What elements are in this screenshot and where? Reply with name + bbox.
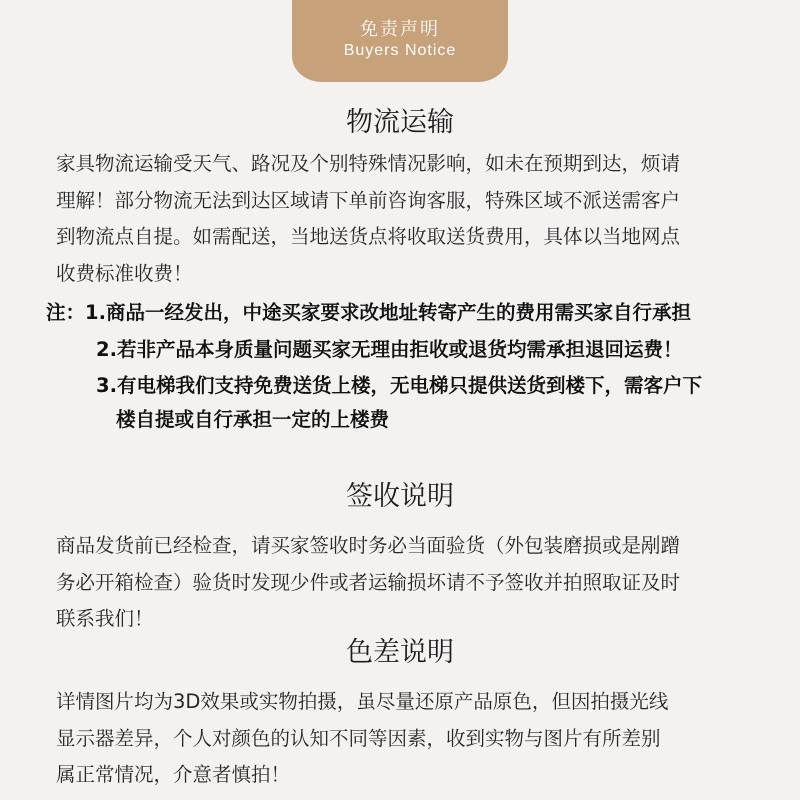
note-item-2: 2.若非产品本身质量问题买家无理由拒收或退货均需承担退回运费！	[96, 338, 683, 361]
note-item-1: 注：1.商品一经发出，中途买家要求改地址转寄产生的费用需买家自行承担	[46, 301, 691, 324]
receipt-heading: 签收说明	[346, 481, 454, 512]
paragraph-line: 显示器差异，个人对颜色的认知不同等因素，收到实物与图片有所差别	[56, 726, 661, 750]
color-diff-paragraph	[56, 684, 776, 794]
paragraph-line: 务必开箱检查）验货时发现少件或者运输损坏请不予签收并拍照取证及时	[56, 570, 681, 594]
notice-banner	[292, 0, 508, 82]
banner-title-cn: 免责声明	[360, 19, 440, 40]
paragraph-line: 属正常情况，介意者慎拍！	[56, 763, 291, 786]
note-item-3: 3.有电梯我们支持免费送货上楼，无电梯只提供送货到楼下，需客户下	[96, 374, 702, 397]
color-diff-heading: 色差说明	[346, 637, 454, 668]
paragraph-line: 到物流点自提。如需配送，当地送货点将收取送货费用，具体以当地网点	[56, 225, 681, 248]
note-item-3-cont: 楼自提或自行承担一定的上楼费	[116, 408, 390, 431]
receipt-paragraph	[56, 528, 776, 638]
paragraph-line: 商品发货前已经检查，请买家签收时务必当面验货（外包装磨损或是剐蹭	[56, 534, 681, 557]
logistics-paragraph	[56, 146, 776, 292]
banner-title-en: Buyers Notice	[343, 42, 457, 59]
paragraph-line: 理解！部分物流无法到达区域请下单前咨询客服，特殊区域不派送需客户	[56, 188, 681, 212]
paragraph-line: 家具物流运输受天气、路况及个别特殊情况影响，如未在预期到达，烦请	[56, 152, 681, 175]
paragraph-line: 收费标准收费！	[56, 261, 193, 285]
paragraph-line: 联系我们！	[56, 607, 154, 630]
paragraph-line: 详情图片均为3D效果或实物拍摄，虽尽量还原产品原色，但因拍摄光线	[56, 690, 669, 713]
logistics-heading: 物流运输	[346, 107, 454, 138]
